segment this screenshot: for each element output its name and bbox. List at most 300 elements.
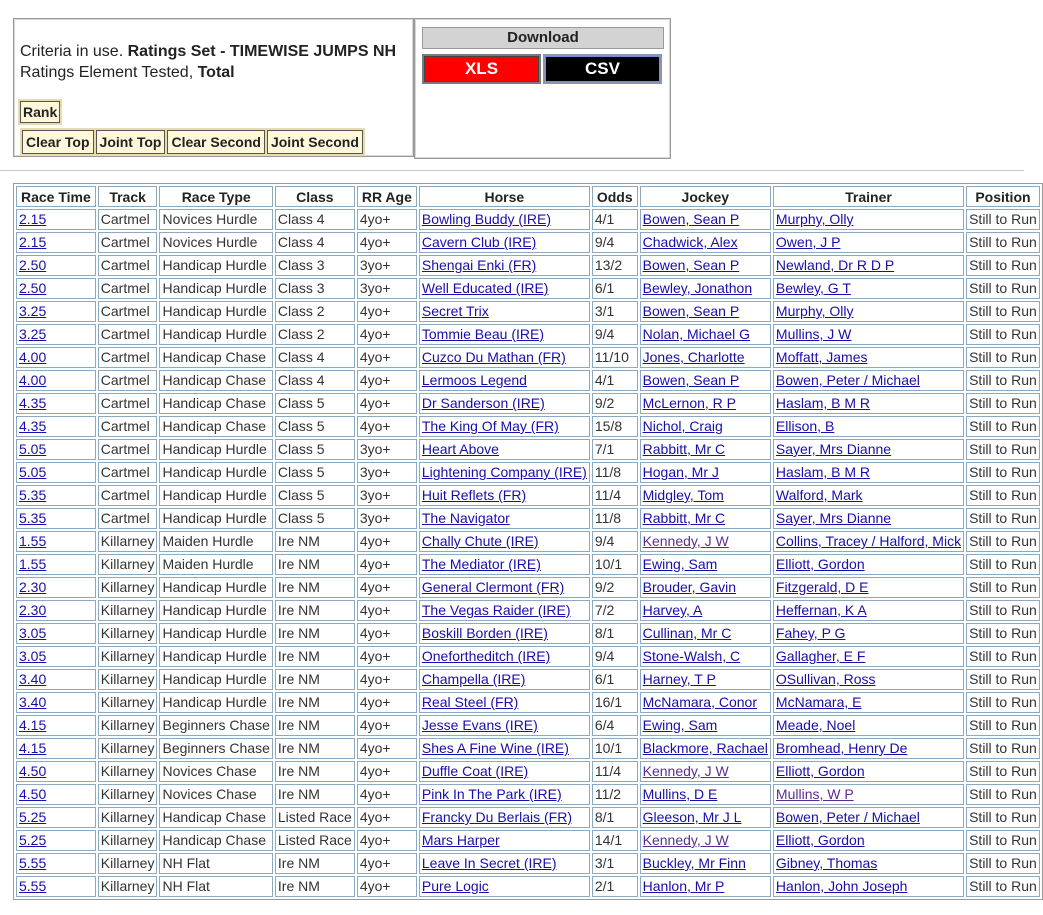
race-time-cell <box>16 301 96 322</box>
age-cell: 4yo+ <box>357 738 417 759</box>
horse-link[interactable]: Dr Sanderson (IRE) <box>421 395 545 411</box>
jockey-link[interactable]: Bowen, Sean P <box>642 372 740 388</box>
horse-cell <box>419 853 590 874</box>
trainer-cell <box>773 324 964 345</box>
age-cell: 3yo+ <box>357 439 417 460</box>
race-time-link[interactable]: 5.25 <box>19 809 47 825</box>
race-type-cell: Handicap Hurdle <box>159 646 272 667</box>
table-row <box>16 577 1040 598</box>
race-type-cell: Novices Hurdle <box>159 232 272 253</box>
position-cell: Still to Run <box>966 554 1040 575</box>
table-row <box>16 646 1040 667</box>
trainer-link[interactable]: Sayer, Mrs Dianne <box>775 441 892 457</box>
column-header: RR Age <box>357 186 417 207</box>
horse-cell <box>419 807 590 828</box>
jockey-link[interactable]: Bowen, Sean P <box>642 303 740 319</box>
race-time-cell <box>16 508 96 529</box>
race-time-cell <box>16 715 96 736</box>
age-cell: 4yo+ <box>357 301 417 322</box>
jockey-cell <box>640 853 771 874</box>
horse-cell <box>419 416 590 437</box>
race-time-link[interactable]: 5.05 <box>19 441 47 457</box>
age-cell: 3yo+ <box>357 485 417 506</box>
trainer-link[interactable]: Hanlon, John Joseph <box>775 878 908 894</box>
odds-cell: 8/1 <box>592 623 638 644</box>
jockey-link[interactable]: Jones, Charlotte <box>642 349 745 365</box>
jockey-cell <box>640 347 771 368</box>
table-row <box>16 416 1040 437</box>
race-time-cell <box>16 416 96 437</box>
odds-cell: 6/4 <box>592 715 638 736</box>
race-time-link[interactable]: 5.55 <box>19 855 47 871</box>
jockey-link[interactable]: Bewley, Jonathon <box>642 280 753 296</box>
trainer-link[interactable]: Elliott, Gordon <box>775 556 865 572</box>
horse-cell <box>419 761 590 782</box>
table-row <box>16 876 1040 897</box>
table-row <box>16 623 1040 644</box>
element-prefix: Ratings Element Tested, <box>20 64 194 81</box>
trainer-link[interactable]: Elliott, Gordon <box>775 832 865 848</box>
jockey-cell <box>640 577 771 598</box>
position-cell: Still to Run <box>966 761 1040 782</box>
trainer-link[interactable]: Bowen, Peter / Michael <box>775 372 920 388</box>
jockey-link[interactable]: Hogan, Mr J <box>642 464 719 480</box>
trainer-cell <box>773 508 964 529</box>
horse-cell <box>419 278 590 299</box>
odds-cell: 4/1 <box>592 209 638 230</box>
race-time-cell <box>16 462 96 483</box>
csv-download-button[interactable]: CSV <box>543 54 662 84</box>
race-type-cell: Beginners Chase <box>159 738 272 759</box>
track-cell: Killarney <box>98 600 158 621</box>
trainer-cell <box>773 531 964 552</box>
track-cell: Cartmel <box>98 324 158 345</box>
age-cell: 4yo+ <box>357 577 417 598</box>
race-time-cell <box>16 577 96 598</box>
track-cell: Killarney <box>98 669 158 690</box>
age-cell: 4yo+ <box>357 232 417 253</box>
horse-cell <box>419 600 590 621</box>
jockey-link[interactable]: Bowen, Sean P <box>642 257 740 273</box>
position-cell: Still to Run <box>966 646 1040 667</box>
horse-cell <box>419 209 590 230</box>
table-row <box>16 278 1040 299</box>
trainer-link[interactable]: Murphy, Olly <box>775 303 854 319</box>
jockey-link[interactable]: Cullinan, Mr C <box>642 625 732 641</box>
odds-cell: 14/1 <box>592 830 638 851</box>
jockey-cell <box>640 830 771 851</box>
xls-download-button[interactable]: XLS <box>422 54 541 84</box>
position-cell: Still to Run <box>966 370 1040 391</box>
track-cell: Killarney <box>98 807 158 828</box>
class-cell: Ire NM <box>275 692 355 713</box>
table-row <box>16 853 1040 874</box>
horse-link[interactable]: Champella (IRE) <box>421 671 526 687</box>
race-time-cell <box>16 761 96 782</box>
horse-link[interactable]: Bowling Buddy (IRE) <box>421 211 552 227</box>
trainer-cell <box>773 623 964 644</box>
jockey-link[interactable]: Rabbitt, Mr C <box>642 441 726 457</box>
horse-link[interactable]: Shes A Fine Wine (IRE) <box>421 740 569 756</box>
clear-top-button[interactable]: Clear Top <box>22 130 94 154</box>
track-cell: Cartmel <box>98 278 158 299</box>
trainer-cell <box>773 485 964 506</box>
odds-cell: 11/8 <box>592 508 638 529</box>
race-time-link[interactable]: 4.15 <box>19 740 47 756</box>
race-time-link[interactable]: 5.35 <box>19 487 47 503</box>
jockey-link[interactable]: Mullins, D E <box>642 786 718 802</box>
trainer-cell <box>773 692 964 713</box>
position-cell: Still to Run <box>966 623 1040 644</box>
jockey-cell <box>640 301 771 322</box>
horse-link[interactable]: Lermoos Legend <box>421 372 527 388</box>
odds-cell: 7/2 <box>592 600 638 621</box>
race-type-cell: Novices Chase <box>159 784 272 805</box>
track-cell: Killarney <box>98 715 158 736</box>
jockey-cell <box>640 439 771 460</box>
trainer-link[interactable]: Fitzgerald, D E <box>775 579 869 595</box>
track-cell: Cartmel <box>98 255 158 276</box>
race-type-cell: Handicap Hurdle <box>159 485 272 506</box>
odds-cell: 9/4 <box>592 646 638 667</box>
trainer-cell <box>773 715 964 736</box>
trainer-cell <box>773 393 964 414</box>
jockey-link[interactable]: Ewing, Sam <box>642 717 718 733</box>
race-time-link[interactable]: 5.05 <box>19 464 47 480</box>
race-time-link[interactable]: 4.35 <box>19 395 47 411</box>
trainer-link[interactable]: Fahey, P G <box>775 625 846 641</box>
track-cell: Killarney <box>98 761 158 782</box>
horse-link[interactable]: The Mediator (IRE) <box>421 556 541 572</box>
race-type-cell: Handicap Hurdle <box>159 692 272 713</box>
criteria-prefix: Criteria in use. <box>20 43 124 60</box>
horse-link[interactable]: Lightening Company (IRE) <box>421 464 587 480</box>
trainer-link[interactable]: Owen, J P <box>775 234 841 250</box>
jockey-link[interactable]: Nolan, Michael G <box>642 326 751 342</box>
track-cell: Cartmel <box>98 393 158 414</box>
position-cell: Still to Run <box>966 531 1040 552</box>
age-cell: 4yo+ <box>357 876 417 897</box>
trainer-link[interactable]: Walford, Mark <box>775 487 863 503</box>
jockey-cell <box>640 715 771 736</box>
class-cell: Ire NM <box>275 577 355 598</box>
criteria-panel <box>13 18 414 157</box>
race-time-link[interactable]: 4.00 <box>19 349 47 365</box>
position-cell: Still to Run <box>966 807 1040 828</box>
odds-cell: 9/2 <box>592 393 638 414</box>
race-time-link[interactable]: 3.40 <box>19 671 47 687</box>
age-cell: 3yo+ <box>357 462 417 483</box>
horse-link[interactable]: General Clermont (FR) <box>421 579 565 595</box>
horse-cell <box>419 232 590 253</box>
odds-cell: 9/4 <box>592 232 638 253</box>
trainer-link[interactable]: Mullins, W P <box>775 786 854 802</box>
horse-cell <box>419 554 590 575</box>
horse-link[interactable]: Cuzco Du Mathan (FR) <box>421 349 566 365</box>
jockey-cell <box>640 738 771 759</box>
column-header: Race Time <box>16 186 96 207</box>
odds-cell: 13/2 <box>592 255 638 276</box>
trainer-link[interactable]: Haslam, B M R <box>775 395 871 411</box>
jockey-link[interactable]: Chadwick, Alex <box>642 234 738 250</box>
horse-cell <box>419 531 590 552</box>
class-cell: Ire NM <box>275 554 355 575</box>
position-cell: Still to Run <box>966 692 1040 713</box>
horse-link[interactable]: Jesse Evans (IRE) <box>421 717 538 733</box>
race-time-link[interactable]: 3.05 <box>19 648 47 664</box>
position-cell: Still to Run <box>966 876 1040 897</box>
track-cell: Killarney <box>98 692 158 713</box>
jockey-cell <box>640 600 771 621</box>
class-cell: Class 5 <box>275 462 355 483</box>
race-time-link[interactable]: 5.35 <box>19 510 47 526</box>
race-time-link[interactable]: 2.15 <box>19 211 47 227</box>
jockey-link[interactable]: Harvey, A <box>642 602 703 618</box>
jockey-link[interactable]: Rabbitt, Mr C <box>642 510 726 526</box>
horse-link[interactable]: Tommie Beau (IRE) <box>421 326 545 342</box>
jockey-cell <box>640 876 771 897</box>
horse-link[interactable]: The Vegas Raider (IRE) <box>421 602 571 618</box>
horse-link[interactable]: Duffle Coat (IRE) <box>421 763 529 779</box>
ratings-element: Total <box>197 64 235 81</box>
horse-link[interactable]: Well Educated (IRE) <box>421 280 549 296</box>
race-time-link[interactable]: 4.00 <box>19 372 47 388</box>
age-cell: 3yo+ <box>357 508 417 529</box>
clear-second-button[interactable]: Clear Second <box>167 130 264 154</box>
trainer-link[interactable]: Gallagher, E F <box>775 648 866 664</box>
trainer-link[interactable]: Heffernan, K A <box>775 602 867 618</box>
odds-cell: 6/1 <box>592 669 638 690</box>
class-cell: Ire NM <box>275 876 355 897</box>
race-time-link[interactable]: 3.40 <box>19 694 47 710</box>
trainer-link[interactable]: Moffatt, James <box>775 349 868 365</box>
race-time-link[interactable]: 3.25 <box>19 303 47 319</box>
trainer-link[interactable]: Murphy, Olly <box>775 211 854 227</box>
trainer-link[interactable]: Ellison, B <box>775 418 835 434</box>
race-time-cell <box>16 393 96 414</box>
table-row <box>16 209 1040 230</box>
jockey-link[interactable]: McLernon, R P <box>642 395 737 411</box>
horse-link[interactable]: Secret Trix <box>421 303 489 319</box>
jockey-link[interactable]: Hanlon, Mr P <box>642 878 725 894</box>
joint-top-button[interactable]: Joint Top <box>96 130 166 154</box>
position-cell: Still to Run <box>966 439 1040 460</box>
race-time-link[interactable]: 3.05 <box>19 625 47 641</box>
class-cell: Class 5 <box>275 416 355 437</box>
trainer-cell <box>773 853 964 874</box>
race-time-link[interactable]: 2.15 <box>19 234 47 250</box>
jockey-link[interactable]: Kennedy, J W <box>642 763 729 779</box>
race-time-cell <box>16 531 96 552</box>
odds-cell: 11/2 <box>592 784 638 805</box>
horse-link[interactable]: Huit Reflets (FR) <box>421 487 527 503</box>
jockey-link[interactable]: Ewing, Sam <box>642 556 718 572</box>
joint-second-button[interactable]: Joint Second <box>267 130 363 154</box>
jockey-link[interactable]: Bowen, Sean P <box>642 211 740 227</box>
table-row <box>16 600 1040 621</box>
age-cell: 4yo+ <box>357 807 417 828</box>
table-row <box>16 669 1040 690</box>
race-time-link[interactable]: 2.30 <box>19 602 47 618</box>
horse-link[interactable]: The Navigator <box>421 510 510 526</box>
race-time-link[interactable]: 2.30 <box>19 579 47 595</box>
trainer-link[interactable]: Bromhead, Henry De <box>775 740 908 756</box>
jockey-cell <box>640 761 771 782</box>
race-type-cell: Handicap Hurdle <box>159 255 272 276</box>
horse-cell <box>419 784 590 805</box>
race-type-cell: Handicap Hurdle <box>159 324 272 345</box>
jockey-cell <box>640 692 771 713</box>
jockey-link[interactable]: Kennedy, J W <box>642 832 729 848</box>
race-type-cell: Novices Hurdle <box>159 209 272 230</box>
jockey-link[interactable]: Buckley, Mr Finn <box>642 855 746 871</box>
column-header: Race Type <box>159 186 272 207</box>
race-type-cell: Handicap Chase <box>159 347 272 368</box>
results-body <box>16 209 1040 897</box>
jockey-link[interactable]: Kennedy, J W <box>642 533 729 549</box>
horse-cell <box>419 439 590 460</box>
table-row <box>16 393 1040 414</box>
horse-link[interactable]: Shengai Enki (FR) <box>421 257 537 273</box>
jockey-link[interactable]: Nichol, Craig <box>642 418 723 434</box>
position-cell: Still to Run <box>966 853 1040 874</box>
odds-cell: 9/2 <box>592 577 638 598</box>
odds-cell: 9/4 <box>592 531 638 552</box>
race-time-link[interactable]: 5.25 <box>19 832 47 848</box>
table-row <box>16 508 1040 529</box>
trainer-cell <box>773 646 964 667</box>
class-cell: Class 4 <box>275 232 355 253</box>
jockey-cell <box>640 209 771 230</box>
race-type-cell: Handicap Hurdle <box>159 439 272 460</box>
race-time-cell <box>16 692 96 713</box>
horse-cell <box>419 692 590 713</box>
position-cell: Still to Run <box>966 462 1040 483</box>
trainer-link[interactable]: Mullins, J W <box>775 326 852 342</box>
trainer-cell <box>773 600 964 621</box>
rank-wrap <box>20 101 60 123</box>
trainer-link[interactable]: Gibney, Thomas <box>775 855 878 871</box>
class-cell: Class 3 <box>275 278 355 299</box>
race-type-cell: Handicap Hurdle <box>159 508 272 529</box>
race-type-cell: Handicap Hurdle <box>159 577 272 598</box>
trainer-link[interactable]: Bowen, Peter / Michael <box>775 809 920 825</box>
horse-link[interactable]: Heart Above <box>421 441 499 457</box>
jockey-link[interactable]: Midgley, Tom <box>642 487 724 503</box>
jockey-link[interactable]: Brouder, Gavin <box>642 579 737 595</box>
class-cell: Class 5 <box>275 439 355 460</box>
horse-cell <box>419 738 590 759</box>
race-time-link[interactable]: 1.55 <box>19 556 47 572</box>
jockey-link[interactable]: McNamara, Conor <box>642 694 758 710</box>
table-row <box>16 324 1040 345</box>
trainer-link[interactable]: Collins, Tracey / Halford, Mick <box>775 533 962 549</box>
position-cell: Still to Run <box>966 715 1040 736</box>
jockey-link[interactable]: Gleeson, Mr J L <box>642 809 742 825</box>
horse-link[interactable]: Pink In The Park (IRE) <box>421 786 562 802</box>
race-time-cell <box>16 784 96 805</box>
trainer-link[interactable]: Sayer, Mrs Dianne <box>775 510 892 526</box>
position-cell: Still to Run <box>966 508 1040 529</box>
track-cell: Killarney <box>98 738 158 759</box>
track-cell: Cartmel <box>98 439 158 460</box>
class-cell: Class 4 <box>275 370 355 391</box>
race-time-cell <box>16 669 96 690</box>
race-time-cell <box>16 738 96 759</box>
jockey-link[interactable]: Stone-Walsh, C <box>642 648 741 664</box>
jockey-link[interactable]: Harney, T P <box>642 671 716 687</box>
table-row <box>16 807 1040 828</box>
race-time-link[interactable]: 3.25 <box>19 326 47 342</box>
rank-button[interactable]: Rank <box>20 101 60 123</box>
track-cell: Killarney <box>98 853 158 874</box>
race-time-link[interactable]: 4.50 <box>19 763 47 779</box>
horse-link[interactable]: Real Steel (FR) <box>421 694 519 710</box>
trainer-link[interactable]: Meade, Noel <box>775 717 856 733</box>
track-cell: Cartmel <box>98 462 158 483</box>
horse-cell <box>419 669 590 690</box>
race-time-link[interactable]: 4.15 <box>19 717 47 733</box>
race-time-link[interactable]: 4.50 <box>19 786 47 802</box>
divider <box>0 170 1024 171</box>
trainer-link[interactable]: Elliott, Gordon <box>775 763 865 779</box>
column-header: Position <box>966 186 1040 207</box>
trainer-cell <box>773 784 964 805</box>
download-panel <box>414 18 671 159</box>
horse-link[interactable]: Cavern Club (IRE) <box>421 234 537 250</box>
trainer-cell <box>773 278 964 299</box>
horse-cell <box>419 623 590 644</box>
horse-link[interactable]: Mars Harper <box>421 832 500 848</box>
position-cell: Still to Run <box>966 347 1040 368</box>
age-cell: 4yo+ <box>357 853 417 874</box>
class-cell: Ire NM <box>275 853 355 874</box>
horse-link[interactable]: The King Of May (FR) <box>421 418 559 434</box>
trainer-link[interactable]: McNamara, E <box>775 694 862 710</box>
race-time-link[interactable]: 4.35 <box>19 418 47 434</box>
trainer-link[interactable]: Bewley, G T <box>775 280 851 296</box>
trainer-link[interactable]: Newland, Dr R D P <box>775 257 895 273</box>
race-time-link[interactable]: 2.50 <box>19 280 47 296</box>
race-time-cell <box>16 209 96 230</box>
race-type-cell: Handicap Chase <box>159 807 272 828</box>
position-cell: Still to Run <box>966 209 1040 230</box>
jockey-link[interactable]: Blackmore, Rachael <box>642 740 768 756</box>
criteria-text <box>20 41 396 83</box>
horse-link[interactable]: Onefortheditch (IRE) <box>421 648 551 664</box>
horse-link[interactable]: Pure Logic <box>421 878 489 894</box>
trainer-link[interactable]: OSullivan, Ross <box>775 671 876 687</box>
table-row <box>16 692 1040 713</box>
horse-link[interactable]: Francky Du Berlais (FR) <box>421 809 573 825</box>
trainer-link[interactable]: Haslam, B M R <box>775 464 871 480</box>
race-time-link[interactable]: 2.50 <box>19 257 47 273</box>
class-cell: Ire NM <box>275 600 355 621</box>
track-cell: Cartmel <box>98 209 158 230</box>
horse-link[interactable]: Leave In Secret (IRE) <box>421 855 557 871</box>
race-time-cell <box>16 554 96 575</box>
age-cell: 4yo+ <box>357 600 417 621</box>
position-cell: Still to Run <box>966 485 1040 506</box>
horse-link[interactable]: Boskill Borden (IRE) <box>421 625 548 641</box>
position-cell: Still to Run <box>966 600 1040 621</box>
race-type-cell: NH Flat <box>159 853 272 874</box>
horse-link[interactable]: Chally Chute (IRE) <box>421 533 539 549</box>
trainer-cell <box>773 577 964 598</box>
race-time-link[interactable]: 1.55 <box>19 533 47 549</box>
race-time-link[interactable]: 5.55 <box>19 878 47 894</box>
trainer-cell <box>773 669 964 690</box>
